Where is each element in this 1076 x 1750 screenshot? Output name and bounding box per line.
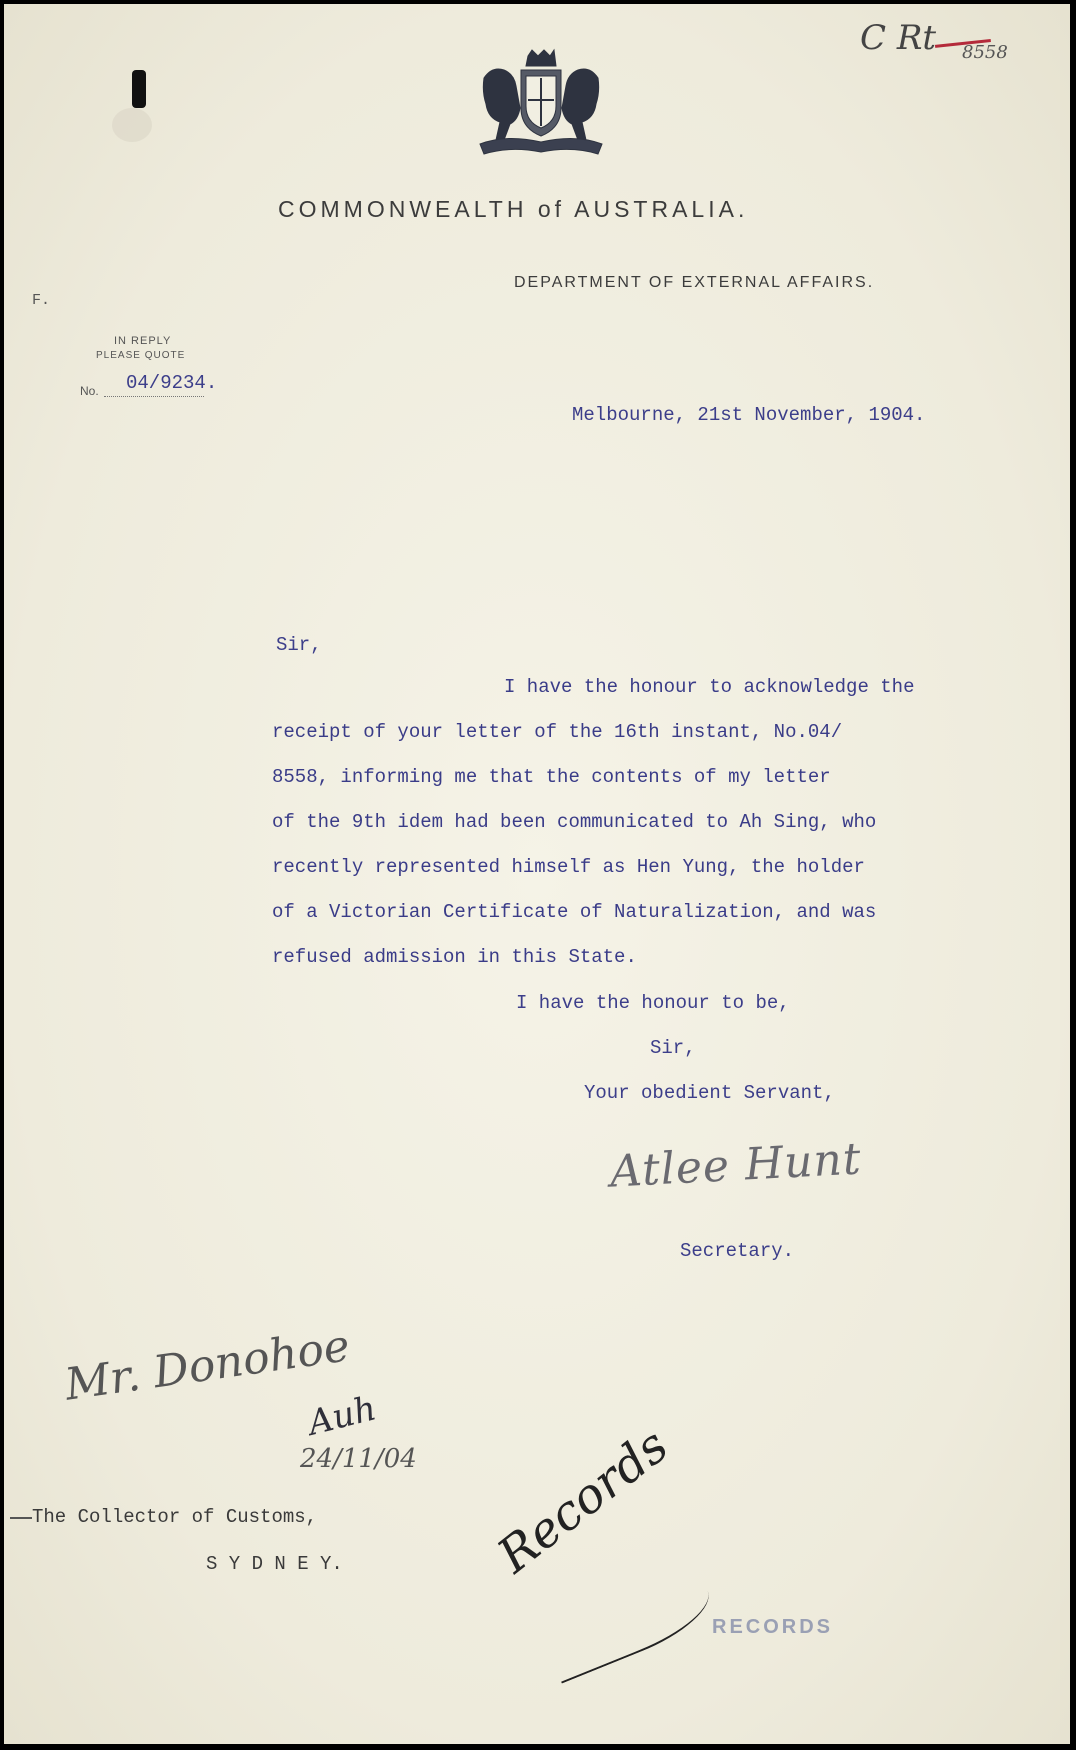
reply-number-label: No. <box>80 384 99 398</box>
letter-page <box>4 4 1070 1744</box>
records-note: Records <box>487 1417 679 1584</box>
reply-label-line1: IN REPLY <box>114 335 172 347</box>
letterhead-title: COMMONWEALTH of AUSTRALIA. <box>278 196 749 222</box>
closing-servant: Your obedient Servant, <box>584 1082 835 1104</box>
binding-hole <box>132 70 146 108</box>
body-line: receipt of your letter of the 16th instant, No.04/ <box>272 721 843 743</box>
binding-tear <box>112 108 152 142</box>
dateline: Melbourne, 21st November, 1904. <box>572 404 926 426</box>
handwritten-initial-note: Auh <box>304 1388 381 1444</box>
handwritten-name-note: Mr. Donohoe <box>61 1320 353 1411</box>
body-line: 8558, informing me that the contents of my letter <box>272 766 831 788</box>
address-line1: The Collector of Customs, <box>32 1506 318 1528</box>
body-line: of the 9th idem had been communicated to Ah Sing, who <box>272 811 877 833</box>
address-mark <box>10 1517 32 1519</box>
department-heading: DEPARTMENT OF EXTERNAL AFFAIRS. <box>514 274 875 291</box>
body-line: recently represented himself as Hen Yung, the holder <box>272 856 865 878</box>
body-line: I have the honour to acknowledge the <box>504 676 915 698</box>
handwritten-date-note: 24/11/04 <box>300 1444 417 1474</box>
top-right-annotation: C Rt <box>860 18 937 58</box>
reply-number: 04/9234. <box>126 372 218 394</box>
signature: Atlee Hunt <box>608 1133 863 1198</box>
body-line: refused admission in this State. <box>272 946 637 968</box>
file-mark: F. <box>32 292 51 309</box>
records-stamp: RECORDS <box>712 1616 834 1638</box>
reply-number-underline <box>104 396 204 397</box>
body-line: of a Victorian Certificate of Naturalization, and was <box>272 901 877 923</box>
coat-of-arms-emblem <box>466 48 616 160</box>
address-line2: S Y D N E Y. <box>206 1553 343 1575</box>
salutation: Sir, <box>276 634 322 656</box>
reply-label-line2: PLEASE QUOTE <box>96 350 186 361</box>
closing-sir: Sir, <box>650 1037 696 1059</box>
closing-line: I have the honour to be, <box>516 992 790 1014</box>
signatory-title: Secretary. <box>680 1240 795 1262</box>
top-right-file-number: 8558 <box>962 42 1008 63</box>
records-underline <box>539 1562 720 1683</box>
